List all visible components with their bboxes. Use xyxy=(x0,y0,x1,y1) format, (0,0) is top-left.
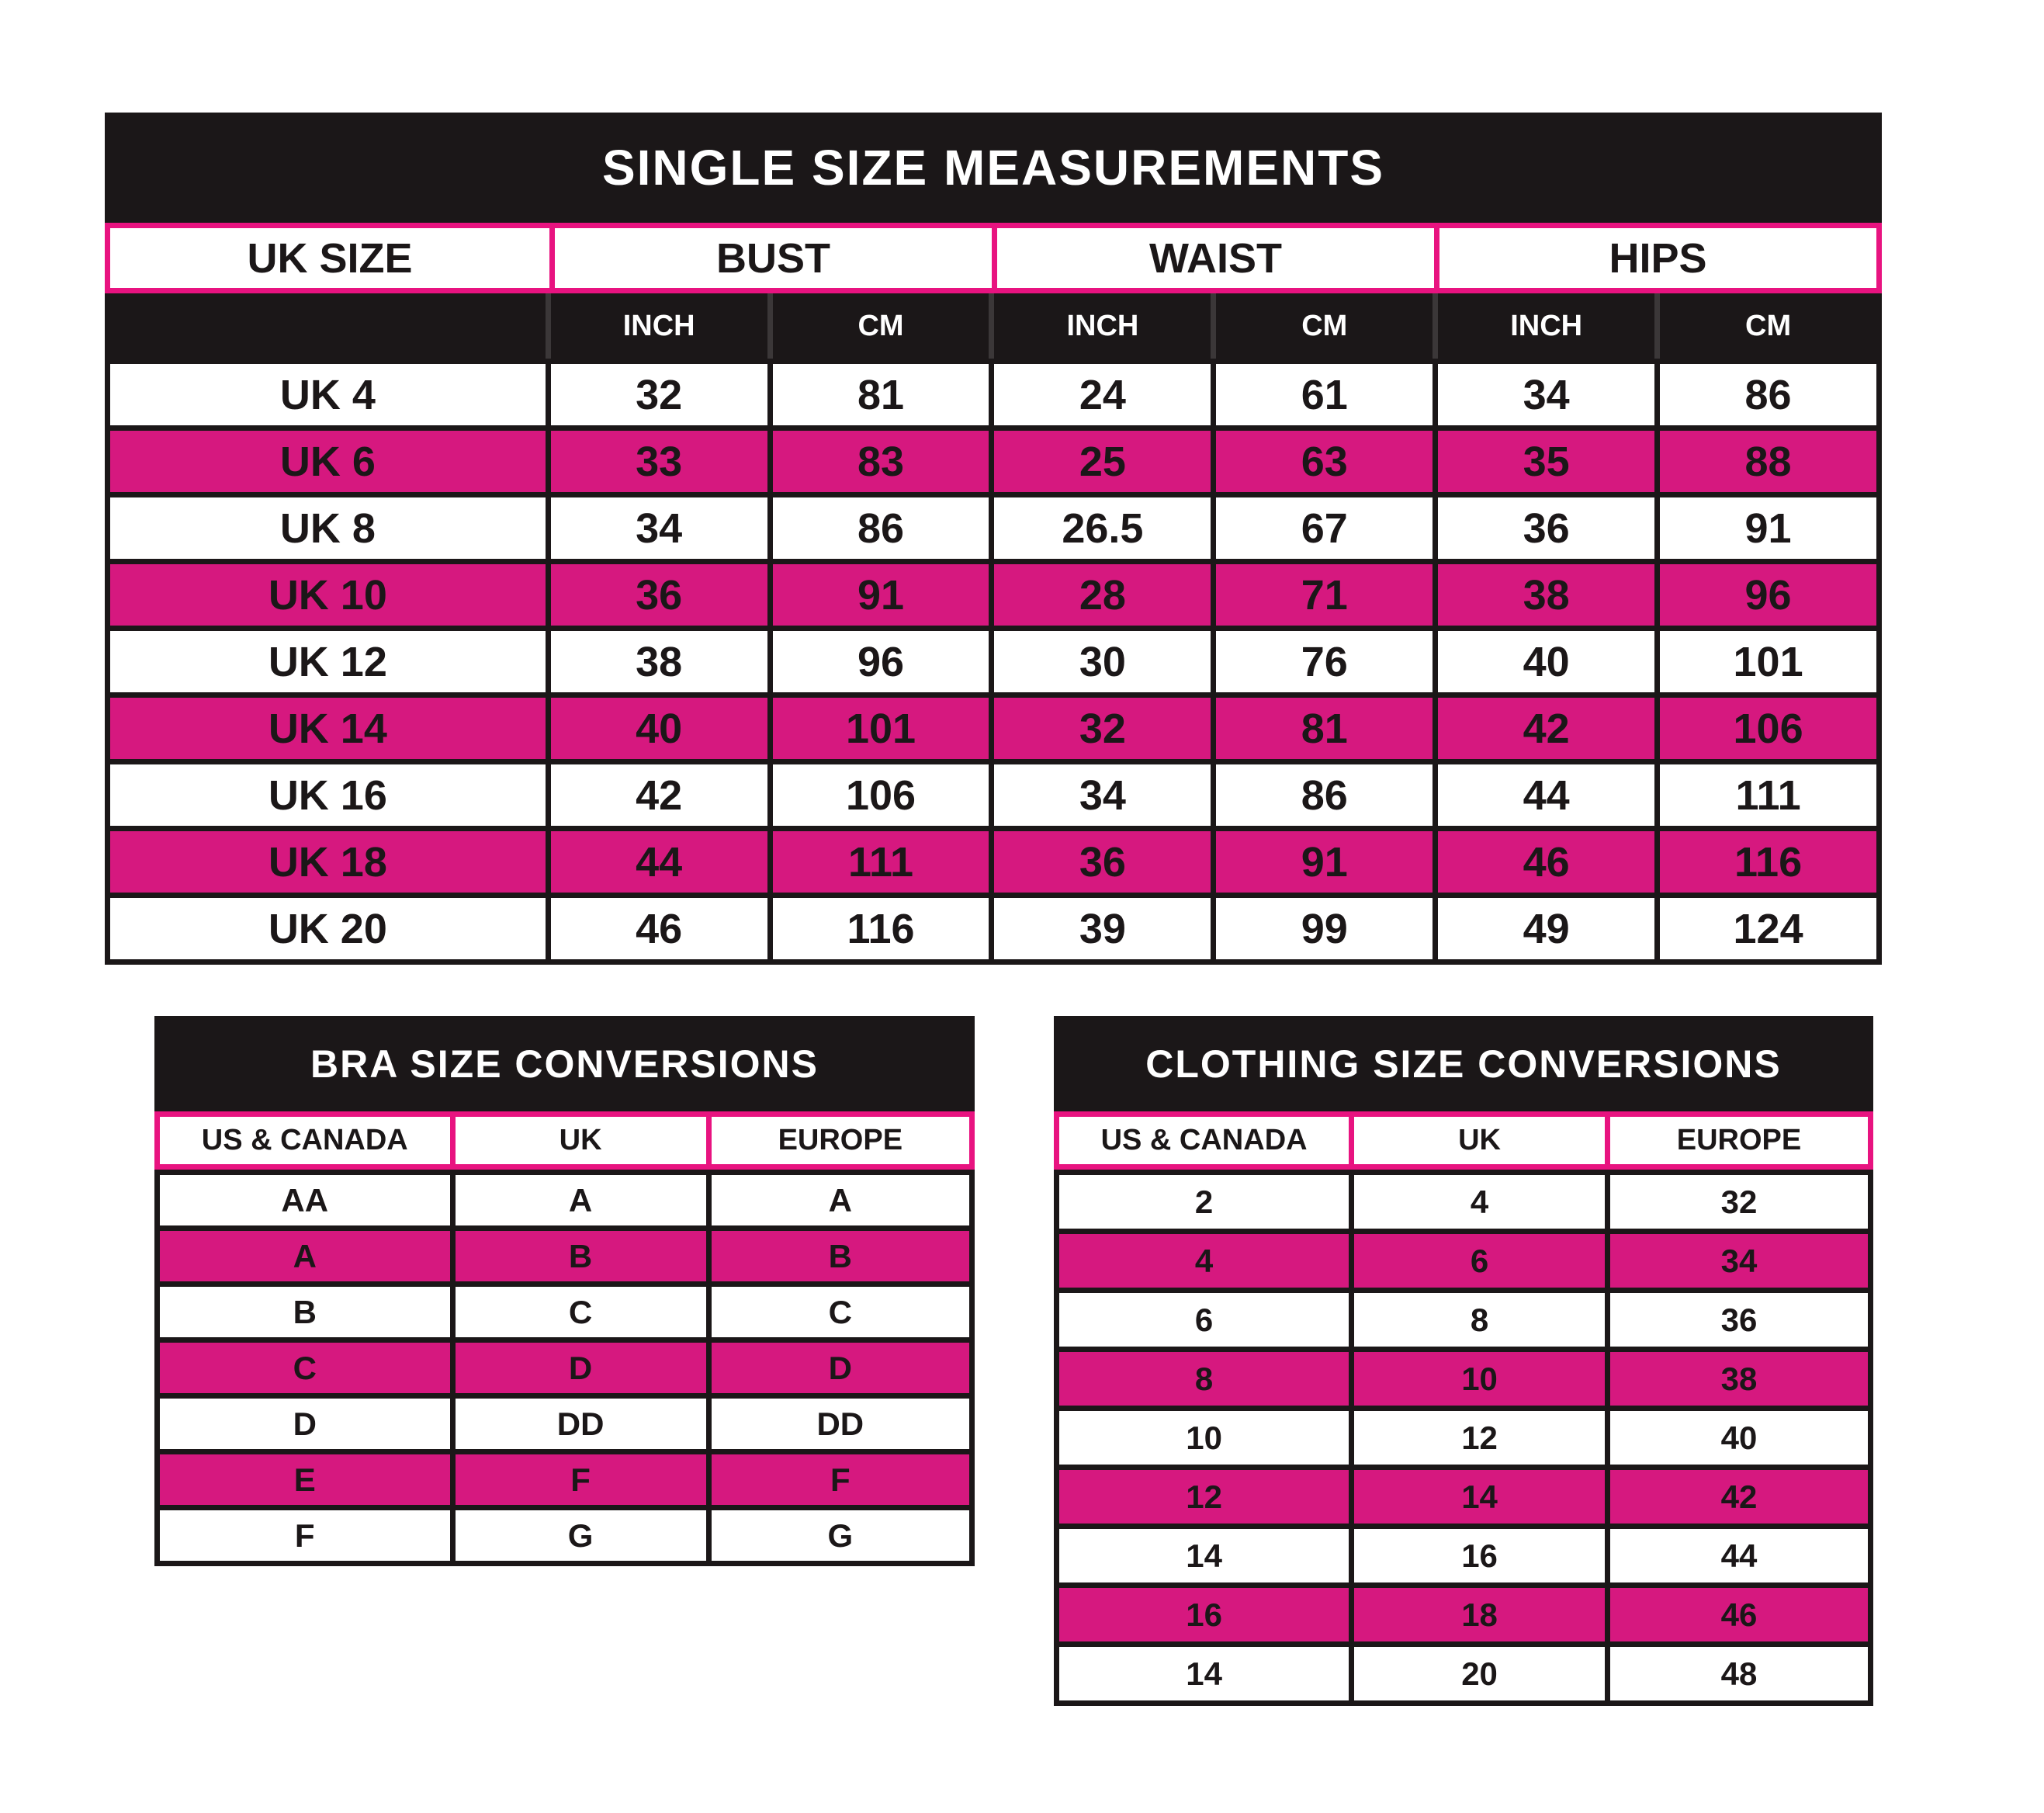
table-cell: 36 xyxy=(1610,1293,1868,1347)
table-cell: 6 xyxy=(1059,1293,1349,1347)
table-cell: 42 xyxy=(1610,1470,1868,1524)
table-cell: DD xyxy=(712,1399,969,1449)
table-cell: 39 xyxy=(994,898,1211,959)
table-cell: 38 xyxy=(1610,1352,1868,1406)
column-header-cell: CM xyxy=(773,293,989,359)
table-cell: 86 xyxy=(773,497,989,559)
table-cell: A xyxy=(712,1175,969,1225)
table-cell: D xyxy=(456,1343,706,1393)
subheader-blank-cell xyxy=(110,293,546,359)
table-cell: 6 xyxy=(1354,1234,1605,1288)
column-header-cell: HIPS xyxy=(1439,228,1876,288)
table-cell: 10 xyxy=(1059,1411,1349,1465)
table-cell: DD xyxy=(456,1399,706,1449)
table-cell: 10 xyxy=(1354,1352,1605,1406)
table-cell: 96 xyxy=(1660,564,1876,626)
table-cell: 30 xyxy=(994,631,1211,692)
table-cell: 20 xyxy=(1354,1647,1605,1700)
table-cell: 26.5 xyxy=(994,497,1211,559)
table-cell: 96 xyxy=(773,631,989,692)
table-cell: F xyxy=(160,1510,450,1561)
table-cell: 101 xyxy=(773,698,989,759)
table-cell: UK 8 xyxy=(110,497,546,559)
table-cell: 44 xyxy=(1610,1529,1868,1582)
table-title: SINGLE SIZE MEASUREMENTS xyxy=(105,113,1882,223)
table-cell: 40 xyxy=(551,698,767,759)
table-cell: G xyxy=(712,1510,969,1561)
table-cell: 83 xyxy=(773,431,989,492)
table-cell: 18 xyxy=(1354,1588,1605,1641)
table-cell: UK 4 xyxy=(110,364,546,425)
column-header-row xyxy=(154,1111,975,1170)
table-cell: B xyxy=(712,1231,969,1281)
table-cell: C xyxy=(160,1343,450,1393)
column-header-cell: UK SIZE xyxy=(110,228,549,288)
table-cell: 81 xyxy=(1216,698,1433,759)
table-cell: 14 xyxy=(1354,1470,1605,1524)
table-cell: A xyxy=(456,1175,706,1225)
table-cell: 99 xyxy=(1216,898,1433,959)
table-cell: 12 xyxy=(1059,1470,1349,1524)
table-cell: 2 xyxy=(1059,1175,1349,1229)
table-cell: B xyxy=(160,1287,450,1337)
table-cell: 34 xyxy=(1610,1234,1868,1288)
table-cell: 63 xyxy=(1216,431,1433,492)
table-cell: 40 xyxy=(1438,631,1654,692)
column-header-cell: UK xyxy=(1354,1117,1605,1164)
table-cell: 34 xyxy=(1438,364,1654,425)
table-title: CLOTHING SIZE CONVERSIONS xyxy=(1054,1016,1873,1111)
table-cell: 111 xyxy=(1660,764,1876,826)
table-cell: 28 xyxy=(994,564,1211,626)
bra-size-conversions-table xyxy=(154,1016,975,1566)
table-cell: 12 xyxy=(1354,1411,1605,1465)
table-cell: 44 xyxy=(551,831,767,893)
table-cell: 46 xyxy=(1610,1588,1868,1641)
table-cell: UK 14 xyxy=(110,698,546,759)
table-cell: UK 16 xyxy=(110,764,546,826)
table-body xyxy=(105,359,1882,965)
table-cell: 42 xyxy=(1438,698,1654,759)
table-cell: UK 18 xyxy=(110,831,546,893)
table-cell: 116 xyxy=(1660,831,1876,893)
table-cell: 46 xyxy=(551,898,767,959)
table-cell: 16 xyxy=(1354,1529,1605,1582)
table-cell: 34 xyxy=(551,497,767,559)
column-header-cell: EUROPE xyxy=(712,1117,969,1164)
table-cell: AA xyxy=(160,1175,450,1225)
table-cell: 49 xyxy=(1438,898,1654,959)
table-cell: 14 xyxy=(1059,1647,1349,1700)
table-cell: 76 xyxy=(1216,631,1433,692)
table-cell: 36 xyxy=(994,831,1211,893)
table-cell: UK 12 xyxy=(110,631,546,692)
table-cell: 8 xyxy=(1059,1352,1349,1406)
table-cell: G xyxy=(456,1510,706,1561)
table-cell: 4 xyxy=(1059,1234,1349,1288)
table-cell: UK 20 xyxy=(110,898,546,959)
column-header-cell: INCH xyxy=(994,293,1211,359)
table-cell: 116 xyxy=(773,898,989,959)
table-cell: 101 xyxy=(1660,631,1876,692)
table-cell: UK 10 xyxy=(110,564,546,626)
table-cell: 124 xyxy=(1660,898,1876,959)
table-cell: 36 xyxy=(551,564,767,626)
column-header-cell: CM xyxy=(1216,293,1433,359)
column-header-cell: US & CANADA xyxy=(1059,1117,1349,1164)
table-cell: 81 xyxy=(773,364,989,425)
table-cell: 35 xyxy=(1438,431,1654,492)
table-cell: 86 xyxy=(1660,364,1876,425)
table-cell: 8 xyxy=(1354,1293,1605,1347)
column-header-cell: EUROPE xyxy=(1610,1117,1868,1164)
table-cell: 32 xyxy=(994,698,1211,759)
table-cell: 111 xyxy=(773,831,989,893)
table-cell: F xyxy=(712,1454,969,1505)
table-cell: UK 6 xyxy=(110,431,546,492)
table-cell: C xyxy=(712,1287,969,1337)
column-header-cell: CM xyxy=(1660,293,1876,359)
table-title: BRA SIZE CONVERSIONS xyxy=(154,1016,975,1111)
table-cell: 91 xyxy=(1216,831,1433,893)
table-cell: 44 xyxy=(1438,764,1654,826)
column-header-cell: INCH xyxy=(1438,293,1654,359)
table-body xyxy=(1054,1170,1873,1706)
column-header-row xyxy=(1054,1111,1873,1170)
table-cell: 4 xyxy=(1354,1175,1605,1229)
column-header-cell: WAIST xyxy=(997,228,1434,288)
table-cell: 42 xyxy=(551,764,767,826)
table-cell: 61 xyxy=(1216,364,1433,425)
table-cell: 38 xyxy=(551,631,767,692)
table-cell: 86 xyxy=(1216,764,1433,826)
table-cell: 106 xyxy=(1660,698,1876,759)
single-size-measurements-table xyxy=(105,113,1882,965)
table-cell: 36 xyxy=(1438,497,1654,559)
table-cell: 88 xyxy=(1660,431,1876,492)
column-header-cell: INCH xyxy=(551,293,767,359)
table-cell: 91 xyxy=(773,564,989,626)
table-cell: 67 xyxy=(1216,497,1433,559)
unit-subheader-row xyxy=(105,293,1882,359)
table-cell: D xyxy=(160,1399,450,1449)
table-body xyxy=(154,1170,975,1566)
column-header-cell: US & CANADA xyxy=(160,1117,450,1164)
column-header-cell: BUST xyxy=(555,228,992,288)
column-header-row xyxy=(105,223,1882,293)
table-cell: C xyxy=(456,1287,706,1337)
table-cell: B xyxy=(456,1231,706,1281)
table-cell: 91 xyxy=(1660,497,1876,559)
table-cell: 25 xyxy=(994,431,1211,492)
table-cell: 71 xyxy=(1216,564,1433,626)
table-cell: A xyxy=(160,1231,450,1281)
table-cell: E xyxy=(160,1454,450,1505)
table-cell: 106 xyxy=(773,764,989,826)
clothing-size-conversions-table xyxy=(1054,1016,1873,1706)
table-cell: 16 xyxy=(1059,1588,1349,1641)
table-cell: 46 xyxy=(1438,831,1654,893)
table-cell: 32 xyxy=(1610,1175,1868,1229)
table-cell: 40 xyxy=(1610,1411,1868,1465)
table-cell: 48 xyxy=(1610,1647,1868,1700)
table-cell: D xyxy=(712,1343,969,1393)
table-cell: 34 xyxy=(994,764,1211,826)
table-cell: F xyxy=(456,1454,706,1505)
table-cell: 33 xyxy=(551,431,767,492)
table-cell: 32 xyxy=(551,364,767,425)
table-cell: 14 xyxy=(1059,1529,1349,1582)
table-cell: 38 xyxy=(1438,564,1654,626)
column-header-cell: UK xyxy=(456,1117,706,1164)
table-cell: 24 xyxy=(994,364,1211,425)
